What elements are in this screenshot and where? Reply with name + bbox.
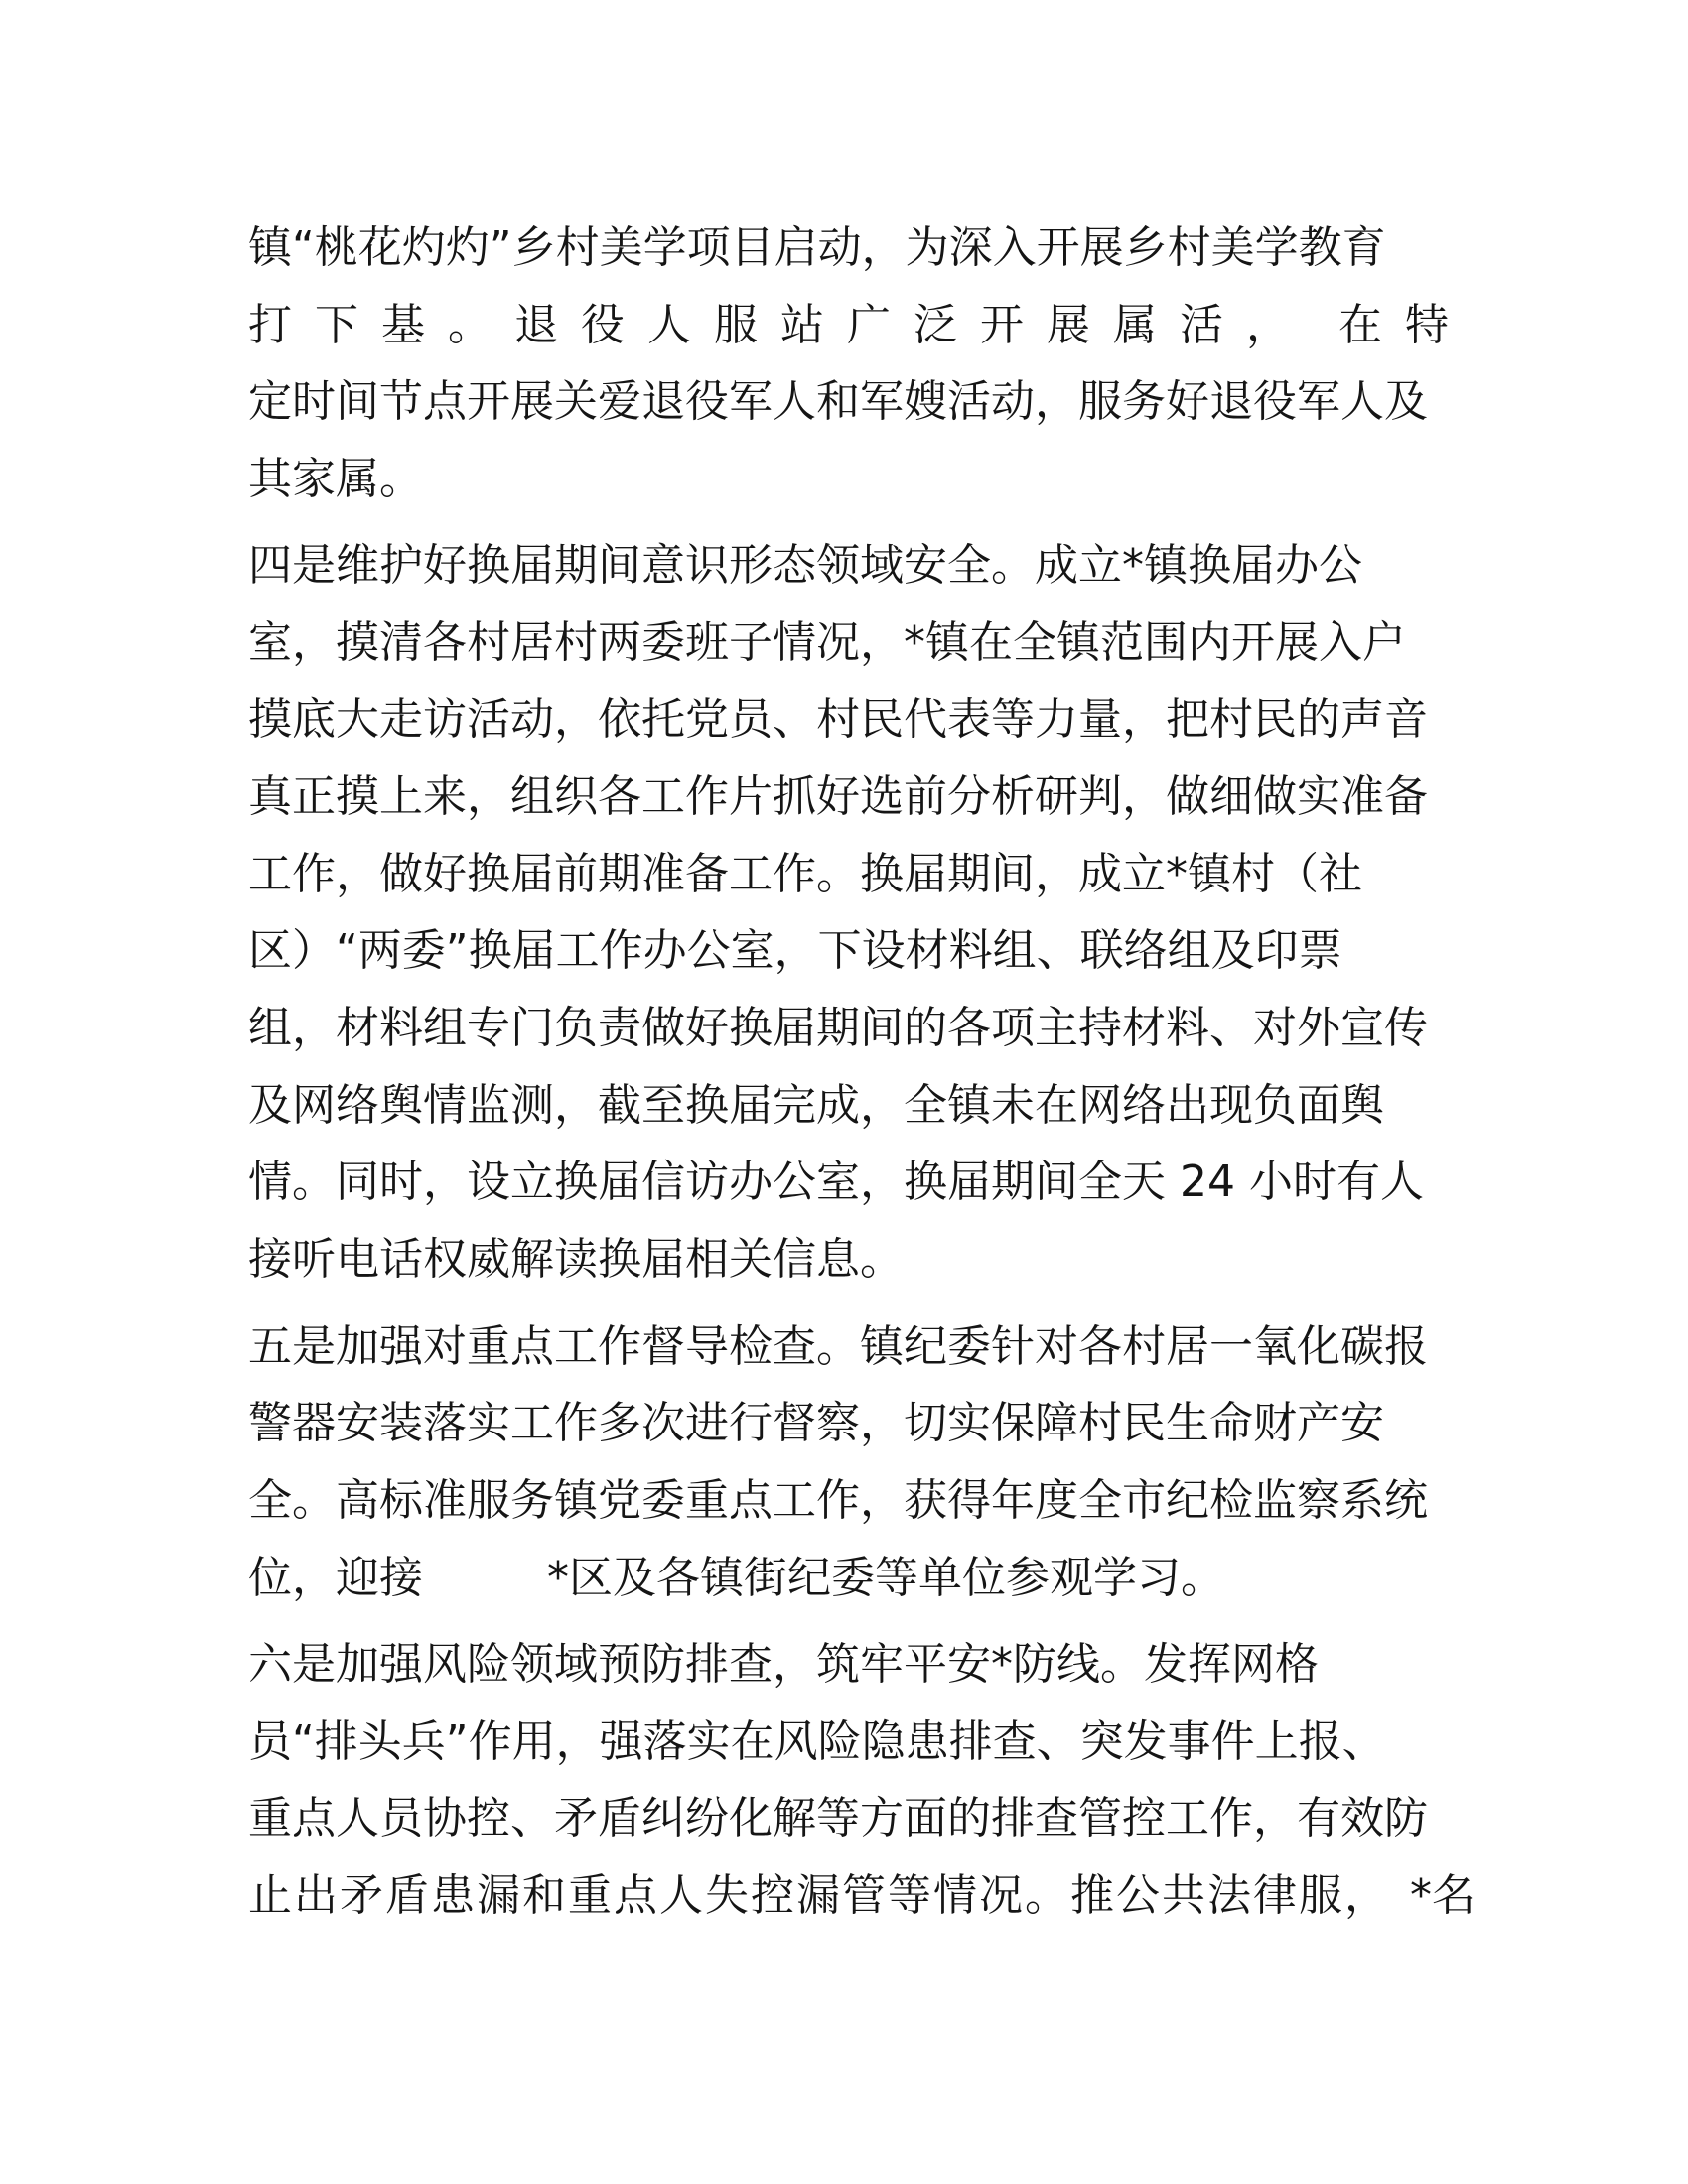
- text-fragment: *名: [1410, 1870, 1476, 1921]
- text-line: [248, 1551, 1224, 1606]
- text-line: 五是加强对重点工作督导检查。镇纪委针对各村居一氧化碳报: [248, 1321, 1428, 1372]
- text-line: [248, 298, 1472, 353]
- text-line: 区）“两委”换届工作办公室，下设材料组、联络组及印票: [248, 925, 1342, 976]
- text-line: 及网络舆情监测，截至换届完成，全镇未在网络出现负面舆: [248, 1080, 1384, 1131]
- text-line: 工作，做好换届前期准备工作。换届期间，成立*镇村（社: [248, 849, 1362, 899]
- text-line: 室，摸清各村居村两委班子情况，*镇在全镇范围内开展入户: [248, 617, 1406, 668]
- text-line: [248, 1868, 1476, 1924]
- text-line: 全。高标准服务镇党委重点工作，获得年度全市纪检监察系统: [248, 1475, 1428, 1526]
- text-line: 组，材料组专门负责做好换届期间的各项主持材料、对外宣传: [248, 1003, 1428, 1053]
- text-fragment: 打下基。退役人服站广泛开展属活，: [248, 300, 1313, 350]
- text-fragment: *区及各镇街纪委等单位参观学习。: [547, 1553, 1224, 1603]
- text-fragment: 在特: [1338, 300, 1472, 350]
- text-line: 重点人员协控、矛盾纠纷化解等方面的排查管控工作，有效防: [248, 1793, 1428, 1843]
- text-line: 员“排头兵”作用，强落实在风险隐患排查、突发事件上报、: [248, 1716, 1386, 1767]
- text-line: 情。同时，设立换届信访办公室，换届期间全天 24 小时有人: [248, 1157, 1424, 1207]
- text-line: 四是维护好换届期间意识形态领域安全。成立*镇换届办公: [248, 540, 1362, 591]
- text-line: 定时间节点开展关爱退役军人和军嫂活动，服务好退役军人及: [248, 376, 1428, 427]
- text-line: 其家属。: [248, 454, 423, 504]
- text-line: 摸底大走访活动，依托党员、村民代表等力量，把村民的声音: [248, 694, 1428, 745]
- text-fragment: 止出矛盾患漏和重点人失控漏管等情况。推公共法律服，: [248, 1870, 1390, 1921]
- text-line: 六是加强风险领域预防排查，筑牢平安*防线。发挥网格: [248, 1639, 1319, 1690]
- text-fragment: 位，迎接: [248, 1553, 423, 1603]
- text-line: 警器安装落实工作多次进行督察，切实保障村民生命财产安: [248, 1398, 1384, 1448]
- text-line: 真正摸上来，组织各工作片抓好选前分析研判，做细做实准备: [248, 771, 1428, 822]
- text-line: 接听电话权威解读换届相关信息。: [248, 1234, 904, 1285]
- text-line: 镇“桃花灼灼”乡村美学项目启动，为深入开展乡村美学教育: [248, 222, 1386, 273]
